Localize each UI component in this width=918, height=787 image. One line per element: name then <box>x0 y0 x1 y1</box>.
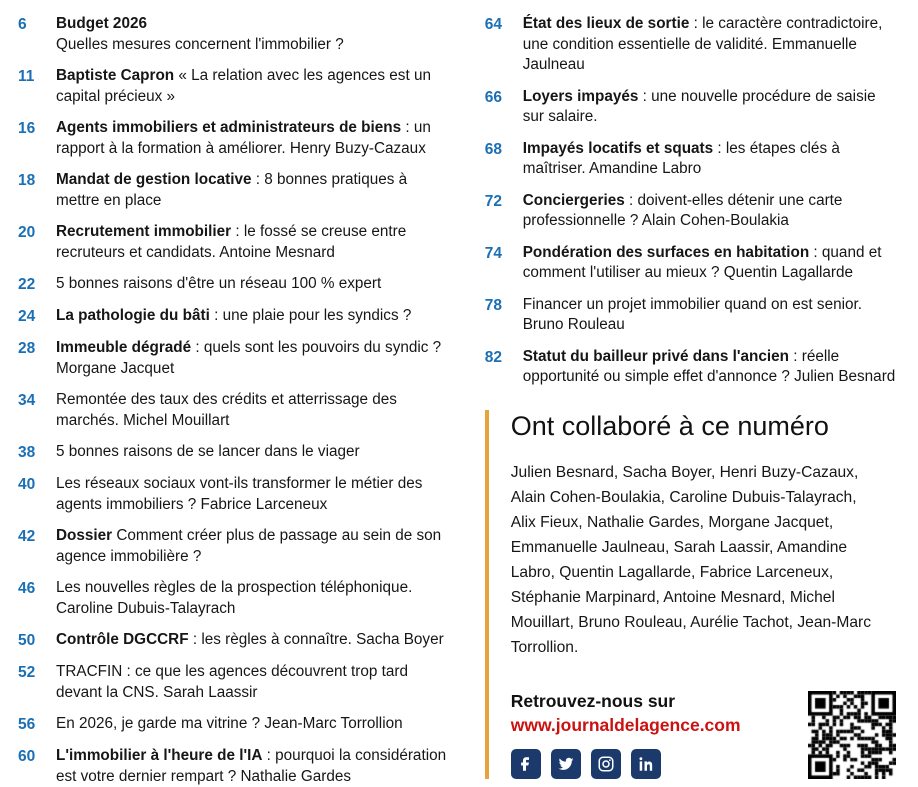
toc-entry[interactable] <box>485 191 896 232</box>
facebook-icon[interactable] <box>511 749 541 779</box>
toc-entry-text: Conciergeries : doivent-elles détenir une carte professionnelle ? Alain Cohen-Boulakia <box>522 191 843 229</box>
toc-entry-title: Pondération des surfaces en habitation <box>522 243 810 261</box>
toc-entry-text: Budget 2026 Quelles mesures concernent l'immobilier ? <box>56 15 344 53</box>
toc-entry[interactable] <box>485 243 896 284</box>
toc-entry-title: Statut du bailleur privé dans l'ancien <box>522 347 790 365</box>
follow-us-label: Retrouvez-nous sur <box>510 690 676 711</box>
toc-entry-page-number: 82 <box>484 348 502 366</box>
toc-entry-title: L'immobilier à l'heure de l'IA <box>56 747 263 764</box>
toc-entry-text: Remontée des taux des crédits et atterrissage des marchés. Michel Mouillart <box>56 391 397 429</box>
toc-entry-text: Contrôle DGCCRF : les règles à connaître. Sacha Boyer <box>56 631 444 648</box>
toc-entry-title: État des lieux de sortie <box>522 15 690 32</box>
toc-entry[interactable] <box>18 274 451 295</box>
toc-entry-text: Agents immobiliers et administrateurs de biens : un rapport à la formation à améliorer. Henry Buzy-Cazaux <box>56 119 431 157</box>
toc-entry-text: 5 bonnes raisons de se lancer dans le viager <box>56 443 360 460</box>
toc-entry[interactable] <box>18 118 451 159</box>
toc-entry[interactable] <box>18 14 451 55</box>
toc-entry-page-number: 78 <box>484 296 502 314</box>
toc-entry[interactable] <box>18 474 451 515</box>
toc-entry-page-number: 18 <box>18 172 36 189</box>
toc-entry-page-number: 50 <box>18 632 36 649</box>
toc-entry-title: Budget 2026 <box>56 15 147 32</box>
toc-entry[interactable] <box>485 139 896 180</box>
toc-entry-page-number: 22 <box>18 276 36 293</box>
toc-entry-text: Baptiste Capron « La relation avec les agences est un capital précieux » <box>56 67 431 105</box>
collaborators-panel <box>485 410 896 779</box>
toc-entry[interactable] <box>485 87 896 128</box>
twitter-icon[interactable] <box>551 749 581 779</box>
website-url[interactable]: www.journaldelagence.com <box>510 714 741 735</box>
toc-entry-title: Immeuble dégradé <box>56 339 192 356</box>
toc-entry-text: Impayés locatifs et squats : les étapes clés à maîtriser. Amandine Labro <box>522 139 840 177</box>
toc-entry-page-number: 60 <box>18 748 36 765</box>
toc-entry-page-number: 52 <box>18 664 36 681</box>
toc-entry-text: 5 bonnes raisons d'être un réseau 100 % expert <box>56 275 382 292</box>
toc-entry-text: Dossier Comment créer plus de passage au sein de son agence immobilière ? <box>56 527 442 565</box>
toc-entry-title: Dossier <box>56 527 113 544</box>
toc-entry[interactable] <box>18 66 451 107</box>
qr-code[interactable] <box>808 691 896 779</box>
toc-entry-page-number: 20 <box>18 224 36 241</box>
toc-entry[interactable] <box>485 14 896 76</box>
toc-entry[interactable] <box>18 714 451 735</box>
toc-entry[interactable] <box>18 338 451 379</box>
toc-entry-page-number: 16 <box>18 120 36 137</box>
linkedin-icon[interactable] <box>631 749 661 779</box>
toc-entry-page-number: 40 <box>18 476 36 493</box>
toc-entry-text: Recrutement immobilier : le fossé se creuse entre recruteurs et candidats. Antoine Mesnard <box>56 223 407 261</box>
toc-entry-title: Conciergeries <box>522 191 625 209</box>
collaborators-names: Julien Besnard, Sacha Boyer, Henri Buzy-Cazaux, Alain Cohen-Boulakia, Caroline Dubuis-Talayrach, Alix Fieux, Nathalie Gardes, Morgane Jacquet, Emmanuelle Jaulneau, Sarah Laassir, Amandine Labro, Quentin Lagallarde, Fabrice Larceneux, Stéphanie Marpinard, Antoine Mesnard, Michel Mouillart, Bruno Rouleau, Aurélie Tachot, Jean-Marc Torrollion. <box>510 463 872 656</box>
toc-entry-title: Baptiste Capron <box>56 67 175 84</box>
toc-entry-text: L'immobilier à l'heure de l'IA : pourquoi la considération est votre dernier rempart ? Nathalie Gardes <box>56 747 447 785</box>
toc-entry-text: La pathologie du bâti : une plaie pour les syndics ? <box>56 307 412 324</box>
toc-entry-page-number: 28 <box>18 340 36 357</box>
toc-entry-text: Mandat de gestion locative : 8 bonnes pratiques à mettre en place <box>56 171 408 209</box>
toc-entry-page-number: 24 <box>18 308 36 325</box>
toc-entry-page-number: 56 <box>18 716 36 733</box>
toc-entry-page-number: 74 <box>484 244 502 262</box>
toc-entry[interactable] <box>18 526 451 567</box>
toc-entry-title: Agents immobiliers et administrateurs de biens <box>56 119 402 136</box>
instagram-icon[interactable] <box>591 749 621 779</box>
toc-entry-text: État des lieux de sortie : le caractère contradictoire, une condition essentielle de validité. Emmanuelle Jaulneau <box>522 15 883 73</box>
toc-entry-page-number: 72 <box>484 192 502 210</box>
toc-right-column <box>469 14 896 733</box>
toc-entry-text: TRACFIN : ce que les agences découvrent trop tard devant la CNS. Sarah Laassir <box>56 663 409 701</box>
toc-entry-page-number: 11 <box>18 68 35 85</box>
toc-entry-page-number: 64 <box>484 16 502 33</box>
toc-right-entries <box>485 14 896 388</box>
toc-entry[interactable] <box>18 222 451 263</box>
toc-entry-title: Mandat de gestion locative <box>56 171 252 188</box>
toc-entry-page-number: 46 <box>18 580 36 597</box>
toc-entry-text: Loyers impayés : une nouvelle procédure de saisie sur salaire. <box>522 87 876 125</box>
toc-entry-page-number: 34 <box>18 392 36 409</box>
toc-entry-title: Recrutement immobilier <box>56 223 232 240</box>
toc-entry-text: Les nouvelles règles de la prospection téléphonique. Caroline Dubuis-Talayrach <box>56 579 413 617</box>
toc-entry-page-number: 6 <box>18 16 27 33</box>
toc-entry[interactable] <box>18 662 451 703</box>
toc-entry-text: Immeuble dégradé : quels sont les pouvoirs du syndic ? Morgane Jacquet <box>56 339 442 377</box>
toc-entry[interactable] <box>18 390 451 431</box>
toc-entry[interactable] <box>18 442 451 463</box>
toc-entry[interactable] <box>18 746 451 787</box>
toc-entry-page-number: 42 <box>18 528 36 545</box>
toc-entry-page-number: 68 <box>484 140 502 158</box>
toc-entry-page-number: 66 <box>484 88 502 106</box>
toc-entry[interactable] <box>18 630 451 651</box>
toc-entry-page-number: 38 <box>18 444 36 461</box>
toc-entry-title: La pathologie du bâti <box>56 307 210 324</box>
toc-entry-text: Les réseaux sociaux vont-ils transformer le métier des agents immobiliers ? Fabrice Larceneux <box>56 475 423 513</box>
toc-entry[interactable] <box>18 306 451 327</box>
toc-entry[interactable] <box>18 170 451 211</box>
toc-entry-text: Financer un projet immobilier quand on est senior. Bruno Rouleau <box>522 295 862 333</box>
toc-entry-text: En 2026, je garde ma vitrine ? Jean-Marc Torrollion <box>56 715 403 732</box>
toc-entry[interactable] <box>485 347 896 388</box>
toc-left-column <box>18 14 469 785</box>
toc-entry[interactable] <box>485 295 896 336</box>
toc-entry-title: Loyers impayés <box>522 87 639 105</box>
toc-entry-title: Impayés locatifs et squats <box>522 139 714 157</box>
toc-entry-text: Statut du bailleur privé dans l'ancien : réelle opportunité ou simple effet d'annonce ? Julien Besnard <box>522 347 896 385</box>
toc-entry-title: Contrôle DGCCRF <box>56 631 189 648</box>
toc-entry[interactable] <box>18 578 451 619</box>
collaborators-title: Ont collaboré à ce numéro <box>510 410 829 441</box>
toc-entry-text: Pondération des surfaces en habitation : quand et comment l'utiliser au mieux ? Quentin Lagallarde <box>522 243 882 281</box>
